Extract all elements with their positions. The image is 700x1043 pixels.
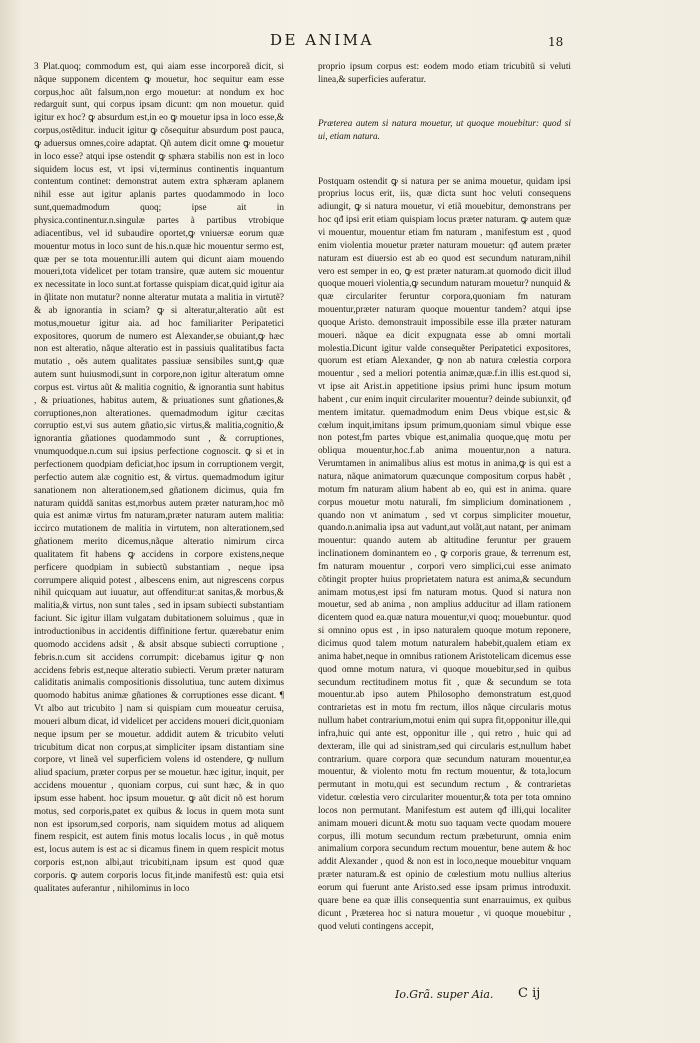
running-title: DE ANIMA: [270, 31, 374, 49]
right-column: [318, 48, 571, 946]
lemma-heading: Præterea autem si natura mouetur, ut quoque mouebitur: quod si ui, etiam natura.: [318, 119, 571, 143]
spacer: [318, 99, 571, 105]
signature-mark: C ij: [518, 986, 541, 1001]
right-column-text: Postquam ostendit ꝙ si natura per se anima mouetur, quidam ipsi proprius locus erit, iis, quæ dicta sunt hoc veluti consequens adiungit, ꝙ si natura mouetur, vi etiã mouebitur, demonstrans per hoc qđ ipsi erit etiam quispiam locus præter naturam. ꝙ autem quæ vi mouentur, mouentur etiam fm naturam , manifestum est , quod enim violentia mouetur præter naturam mouetur: qđ autem præter naturam est diuersio est ab eo quod est secundum naturam,nihil vero est semper in eo, ꝙ est præter naturam.at quomodo dicit illud quoque moueri violentia,ꝙ secundum naturam mouetur? nunquid & quæ circulariter feruntur corpora,quoniam fm naturam mouentur,præter naturam quoque mouentur tandem? atqui ipse quoque Aristo. demonstrauit impossibile esse illa præter naturam moueri. nãque ea dicit expugnata esse ab omni mortali molestia.Dicunt igitur valde consequẽter Peripatetici expositores, quorum est etiam Alexander, ꝙ non ab natura cœlestia corpora mouentur , sed a meliori potentia animæ,quæ.f.in illis est.quod si, vt ipse ait Arist.in appetitione ipsius primi hunc ipsum motum habent , cur enim inquit circulariter mouentur? deinde subiunxit, qđ mentem imitatur. quemadmodum enim Deus vbique est,sic & cœlum inquit,imitans ipsum primum,quoniam simul vbique esse non potest,fm partes vbique est,animalia quoque,quę motu per obliqua mouentur,hoc.f.ab anima mouentur,non a natura. Verumtamen in animalibus alius est motus in anima,ꝙ is qui est a natura, nãque animatorum quæcunque compositum corpus habẽt , motum fm naturam alium habent ab eo, qui est in anima. quare corpus mouetur motu naturali, fm simplicium dominationem , quando non vt animatum , sed vt corpus simpliciter mouetur, quando.n.animalia ipsa aut vadunt,aut volãt,aut natant, per animam mouentur: quando autem ab altitudine feruntur per grauem inclinationem dominantem eo , ꝙ corporis graue, & terrenum est, fm naturam mouentur , corpori vero simplici,cui esse animato cõtingit propter huius proprietatem natura est anima,& secundum animam motus,est ipsi fm naturam motus. Quod si natura non mouetur, sed ab anima , non amplius adducitur ad illam rationem dicentem quod ea.quæ natura mouentur,vi quoq; mouebuntur. quod si omnino opus est , in ipso naturalem quoque motum reponere, dicimus quod talem motum naturalem habebit,qualem etiam ex anima habet,neque in omnibus rationem Aristotelicam dicemus esse quod omne motum natura, vi quoque mouebitur,sed in quibus secundum rectitudinem motus fit , quæ & secundum se tota mouentur.ab ipso autem Philosopho demonstratum est,quod contrarietas est in motu fm rectum, illos nãque circularis motus nullum habet contrarium,motui enim qui supra fit,opponitur ille,qui infra,huic qui ante est, opponitur ille , qui retro , huic qui ad dexteram, ille qui ad sinistram,sed qui circularis est,nullum habet contrarium. quare corpora quæ secundum naturam mouentur,ea mouentur, & violento motu fm rectum mouentur, & tota,locum permutant in motu,qui est secundum rectum , & contrarietas videtur. cœlestia vero circulariter mouentur,& tota per tota omnino locos non permutant. Manifestum est autem qđ illi,qui localiter animam moueri dicunt.& motu suo taquam vecte quodam mouere corpus, illi motum secundum rectum præbeturunt, omnia enim animalium corpora secundum rectum mouentur, bene autem & hoc addit Alexander , quod & non est in loco,neque mouebitur vnquam præter naturam.& est opinio de cœlestium motu nullius alterius eorum qui fuerunt ante Aristo.sed esse ipsam primus introduxit. quare bene ea quæ illis consequentia sunt enarrauimus, ex quibus dicunt , Præterea hoc si natura mouetur , vi quoque mouebitur , quod veluti contingens accepit,: [318, 176, 571, 932]
gutter-shadow: [0, 0, 22, 1043]
left-column: [34, 48, 284, 909]
signature-line: Io.Grã. super Aia.: [395, 988, 494, 1001]
spacer: [318, 157, 571, 163]
right-column-intro: proprio ipsum corpus est: eodem modo etiam tricubitũ si veluti linea,& superficies auferatur.: [318, 61, 571, 85]
folio-number: 18: [548, 35, 564, 49]
left-column-text: 3 Plat.quoq; commodum est, qui aiam esse incorporeã dicit, si nãque supponem dicentem ꝙ mouetur, hoc sequitur eam esse corpus,hoc aũt falsum,non ergo mouetur: at nondum ex hoc redarguit sunt, qui corpus ipsam dicunt: qm non mouetur. quid igitur ex hoc? ꝙ absurdum est,in eo ꝙ mouetur ipsa in loco esse,& corpus,ostẽditur. inducit igitur ꝙ cõsequitur absurdum post pauca, ꝙ aduersus omnes,coire adaptat. Qñ autem dicit omne ꝙ mouetur in loco esse? atqui ipse ostendit ꝙ sphæra stabilis non est in loco siquidem locus est, vt ipsi vi,terminus continentis inquantum contentum continet: demonstrat autem extra sphæram aplanem nihil esse aut igitur aplanis partes quodammodo in loco sunt,quemadmodum quoq; ipse ait in physica.continentur.n.singulæ partes à partibus vtrobique adiacentibus, vel id subaudire oportet,ꝙ vniuersæ eorum quæ mouentur motus in loco sunt de his.n.quæ hic mouentur sermo est, quæ per se tota mouentur.illi autem qui dicunt aiam mouendo moueri,tota videlicet per totam transire, quæ autem sic mouentur ex necessitate in loco sunt.at fortasse quispiam dicat,quid igitur aia in q̃litate non mutatur? nonne alteratur mutata a malitia in virtutẽ? & ab ignorantia in sciam? ꝙ si alteratur,alteratio aũt est motus,mouetur igitur aia. ad hoc familiariter Peripatetici expositores, quorum de numero est Alexander,se obuiant,ꝙ hæc non est alteratio, nãque alteratio est in passiuis qualitatibus facta mutatio , oẽs autem qualitates passiuæ sensibiles sunt,ꝙ quæ autem sunt huiusmodi,sunt in corpore,non igitur alteratum omne corpus est. virtus aũt & malitia cognitio, & ignorantia sunt habitus , & priuationes, habitus autem, & priuationes sunt gñationes,& corruptiones,non alterationes. quemadmodum igitur cæcitas corruptio est,vi sus autem gñatio,sic virtus,& malitia,cognitio,& ignorantia gñationes quodammodo sunt , & corruptiones, vnumquodque.n.cum sui ipsius perfectione cognoscit. ꝙ si et in perfectionem quodpiam deficiat,hoc ipsum in corruptionem vergit, perfectio autem alæ cognitio est, & virtus. quemadmodum igitur sanationem non alterationem,sed gñationem dicimus, quia fm naturam quiddã sanitas est,morbus autem præter naturam,hoc mõ quia est animæ virtus fm naturam,præter naturam autem malitia: iccirco mutationem de malitia in virtutem, non alterationem,sed gñationem merito dicemus,nãque alteratio nimirum circa qualitatem fit habens ꝙ accidens in corpore existens,neque perficere quodpiam in subiectũ substantiam , neque ipsa corrumpere aliquid potest , albescens enim, aut nigrescens corpus nihil quicquam aut iuuatur, aut offenditur:at sanitas,& morbus,& malitia,& virtus, non sunt tales , sed in ipsam subiecti substantiam faciunt. Sic igitur illam vulgatam dubitationem soluimus , quæ in introductionibus in accidentis diffinitione fertur. quærebatur enim quomodo accidens adsit , & absit absque subiecti corruptione , febris.n.cum sit accidens corrumpit: dicebamus igitur ꝙ non accidens febris est,neque alteratio subiecti. Verum præter naturam caliditatis animalis compositionis dissolutiua, tunc autem diximus quomodo habitus animæ gñationes & corruptiones esse dicant. ¶ Vt albo aut tricubito ] nam si quispiam cum moueatur ceruisa, moueri album dicat, id videlicet per accidens moueri dicit,quoniam neque ipsum per se mouetur. addidit autem & tricubito veluti tricubitum dicat non corpus,at simpliciter ipsam distantiam sine corpore, vt lineã vel superficiem volens id ostendere, ꝙ nullum aliud spacium, præter corpus per se mouetur. hæc igitur, inquit, per accidens mouentur , quoniam corpus, cui sunt hæc, & in quo ipsum esse habent. hoc ipsum mouetur. ꝙ aũt dicit nõ est horum motus, sed corporis,patet ex quibus & locus in quem mota sunt non est ipsorum,sed corporis, nam siquidem motus ad aliquem finem respicit, est autem finis motus localis locus , in quẽ motus est, locus autem is est ac si dicamus finem in quem respicit motus corporis est,non albi,aut tricubiti,nam ipsum est quod quæ corporis. ꝙ autem corporis locus fit,inde manifestũ est: quia etsi qualitates auferantur , nihilominus in loco: [34, 61, 284, 894]
